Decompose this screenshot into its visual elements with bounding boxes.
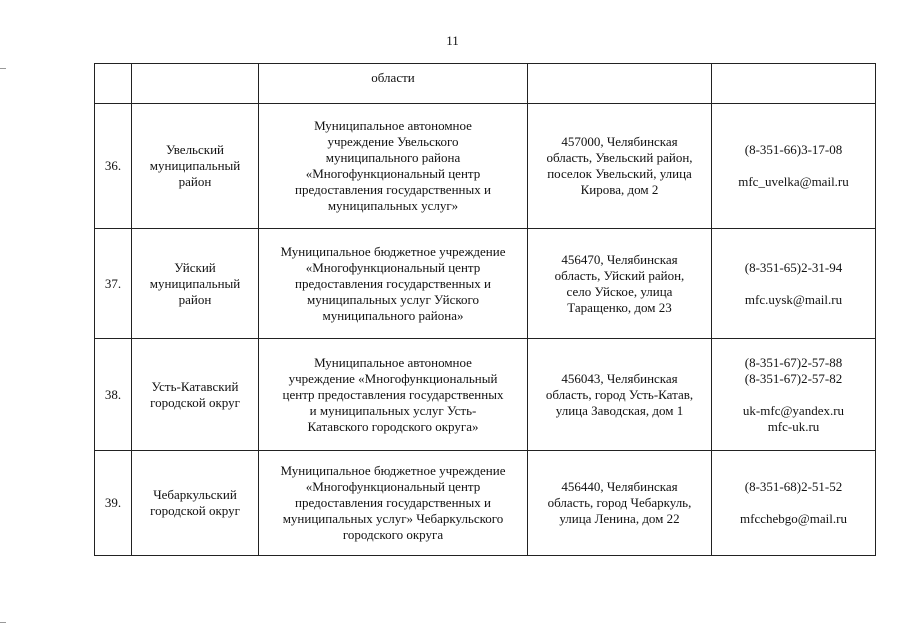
table-row <box>95 229 876 339</box>
municipality-cell <box>132 64 259 104</box>
emails-line: mfc.uysk@mail.ru <box>744 291 843 307</box>
organization-line: учреждение «Многофункциональный <box>288 370 498 386</box>
address-line: село Уйское, улица <box>566 283 673 299</box>
table-row <box>95 451 876 556</box>
margin-mark <box>0 622 6 623</box>
row-number: 37. <box>104 275 122 291</box>
phones-line: (8-351-68)2-51-52 <box>744 479 843 494</box>
organization-text: области <box>371 70 415 85</box>
emails-line: uk-mfc@yandex.ru <box>742 402 845 418</box>
organization-line: предоставления государственных и <box>295 275 491 291</box>
address-line: 456440, Челябинская <box>561 479 678 494</box>
organization-cell <box>259 64 528 104</box>
number-cell <box>95 229 132 339</box>
address-line: улица Заводская, дом 1 <box>555 402 684 418</box>
contact-spacer <box>715 495 872 511</box>
municipality-line: район <box>178 174 212 189</box>
municipality-line: Чебаркульский <box>153 487 237 502</box>
address-line: 456470, Челябинская <box>561 251 678 267</box>
organization-line: городского округа <box>342 527 444 542</box>
organization-cell <box>259 451 528 556</box>
address-line: 457000, Челябинская <box>561 134 678 149</box>
organization-cell <box>259 229 528 339</box>
address-line: 456043, Челябинская <box>561 370 678 386</box>
number-cell <box>95 451 132 556</box>
municipality-line: городской округ <box>150 503 240 518</box>
number-cell <box>95 64 132 104</box>
address-cell <box>528 451 712 556</box>
contacts-cell <box>712 229 876 339</box>
table-row <box>95 339 876 451</box>
number-cell <box>95 339 132 451</box>
municipality-line: муниципальный <box>149 158 241 173</box>
address-cell <box>528 229 712 339</box>
municipality-cell <box>132 229 259 339</box>
row-number: 36. <box>104 158 122 173</box>
organization-cell <box>259 339 528 451</box>
contacts-cell <box>712 339 876 451</box>
contact-spacer <box>715 387 872 403</box>
contacts-cell <box>712 451 876 556</box>
emails-line: mfc-uk.ru <box>767 418 820 434</box>
municipality-cell <box>132 104 259 229</box>
phones-line: (8-351-66)3-17-08 <box>744 142 843 157</box>
table-row <box>95 104 876 229</box>
emails-line: mfcchebgo@mail.ru <box>740 511 847 526</box>
continuation-row <box>95 64 876 104</box>
number-cell <box>95 104 132 229</box>
address-line: поселок Увельский, улица <box>547 166 692 181</box>
organization-line: муниципального района» <box>322 307 464 323</box>
address-line: улица Ленина, дом 22 <box>559 511 680 526</box>
contact-spacer <box>715 158 872 174</box>
organization-line: Муниципальное бюджетное учреждение <box>280 463 506 478</box>
organization-line: «Многофункциональный центр <box>305 479 481 494</box>
organization-line: муниципальных услуг Уйского <box>306 291 480 307</box>
municipality-line: район <box>178 291 212 307</box>
organization-line: предоставления государственных и <box>295 495 491 510</box>
municipality-line: Усть-Катавский <box>151 378 239 394</box>
organization-line: Муниципальное автономное <box>314 118 472 133</box>
contact-spacer <box>715 276 872 292</box>
organization-line: центр предоставления государственных <box>282 386 504 402</box>
organization-line: учреждение Увельского <box>327 134 459 149</box>
row-number: 38. <box>104 386 122 402</box>
organization-line: «Многофункциональный центр <box>305 259 481 275</box>
municipality-cell <box>132 451 259 556</box>
organization-line: и муниципальных услуг Усть- <box>309 402 477 418</box>
emails-line: mfc_uvelka@mail.ru <box>738 174 849 189</box>
address-cell <box>528 339 712 451</box>
address-cell <box>528 64 712 104</box>
row-number: 39. <box>104 495 122 510</box>
address-cell <box>528 104 712 229</box>
address-line: область, Уйский район, <box>554 267 685 283</box>
contacts-cell <box>712 104 876 229</box>
phones-line: (8-351-67)2-57-82 <box>744 370 843 386</box>
address-line: Таращенко, дом 23 <box>567 299 672 315</box>
organization-line: муниципального района <box>325 150 461 165</box>
municipality-line: муниципальный <box>149 275 241 291</box>
organization-line: «Многофункциональный центр <box>305 166 481 181</box>
organization-line: Муниципальное автономное <box>314 354 472 370</box>
address-line: область, Увельский район, <box>546 150 693 165</box>
organization-line: Катавского городского округа» <box>307 418 479 434</box>
address-line: область, город Чебаркуль, <box>547 495 692 510</box>
address-line: Кирова, дом 2 <box>580 182 659 197</box>
municipality-cell <box>132 339 259 451</box>
organization-cell <box>259 104 528 229</box>
organization-line: Муниципальное бюджетное учреждение <box>280 243 506 259</box>
municipality-line: Увельский <box>166 142 224 157</box>
organization-line: предоставления государственных и <box>295 182 491 197</box>
organization-line: муниципальных услуг» <box>327 198 459 213</box>
contacts-cell <box>712 64 876 104</box>
organization-line: муниципальных услуг» Чебаркульского <box>282 511 504 526</box>
address-line: область, город Усть-Катав, <box>545 386 694 402</box>
margin-mark <box>0 68 6 69</box>
page-number: 11 <box>446 33 459 48</box>
phones-line: (8-351-65)2-31-94 <box>744 259 843 275</box>
municipality-line: городской округ <box>150 394 240 410</box>
phones-line: (8-351-67)2-57-88 <box>744 354 843 370</box>
mfc-registry-table <box>94 63 876 556</box>
municipality-line: Уйский <box>174 259 216 275</box>
